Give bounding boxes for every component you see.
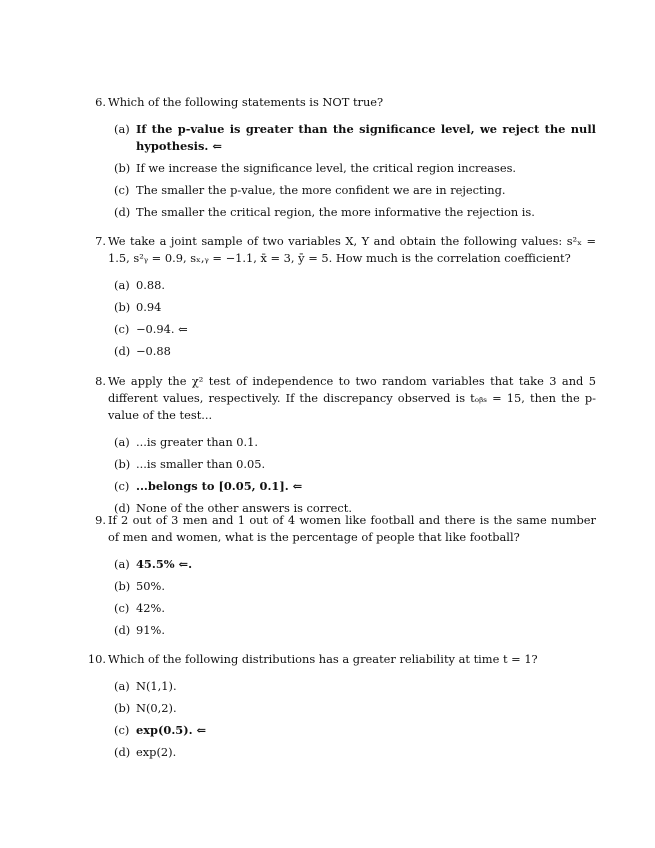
question-8 — [88, 373, 596, 517]
options-list — [88, 277, 596, 360]
option-a — [88, 434, 596, 451]
option-label: (c) — [114, 479, 130, 493]
question-6 — [88, 94, 596, 221]
option-text: If the p-value is greater than the significance level, we reject the null hypothesis. ⇐ — [136, 122, 596, 153]
option-label: (b) — [114, 457, 131, 471]
question-number: 9. — [95, 513, 106, 527]
option-label: (c) — [114, 723, 130, 737]
option-text: N(0,2). — [136, 701, 177, 715]
question-number: 6. — [95, 95, 106, 109]
option-b — [88, 160, 596, 177]
question-10 — [88, 651, 596, 761]
option-label: (d) — [114, 623, 131, 637]
option-a — [88, 678, 596, 695]
option-label: (b) — [114, 579, 131, 593]
question-text: Which of the following distributions has a greater reliability at time t = 1? — [108, 652, 538, 666]
option-text: −0.88 — [136, 344, 171, 358]
option-text: ...belongs to [0.05, 0.1]. ⇐ — [136, 479, 303, 493]
options-list — [88, 121, 596, 221]
question-head — [88, 373, 596, 424]
option-b — [88, 700, 596, 717]
question-head — [88, 233, 596, 267]
options-list — [88, 678, 596, 761]
option-b — [88, 456, 596, 473]
option-label: (c) — [114, 601, 130, 615]
option-text: If we increase the significance level, the critical region increases. — [136, 161, 517, 175]
option-label: (d) — [114, 745, 131, 759]
option-label: (a) — [114, 679, 130, 693]
option-text: exp(2). — [136, 745, 177, 759]
question-text: If 2 out of 3 men and 1 out of 4 women like football and there is the same number of men and women, what is the percentage of people that like football? — [108, 513, 596, 544]
option-c — [88, 478, 596, 495]
question-text: Which of the following statements is NOT true? — [108, 95, 384, 109]
option-text: ...is greater than 0.1. — [136, 435, 259, 449]
option-text: 42%. — [136, 601, 165, 615]
option-label: (a) — [114, 122, 130, 136]
option-a — [88, 556, 596, 573]
option-text: exp(0.5). ⇐ — [136, 723, 207, 737]
option-label: (b) — [114, 161, 131, 175]
question-number: 7. — [95, 234, 106, 248]
option-label: (d) — [114, 501, 131, 515]
options-list — [88, 556, 596, 639]
question-text: We take a joint sample of two variables X, Y and obtain the following values: s²ₓ = 1.5, s²ᵧ = 0.9, sₓ,ᵧ = −1.1, x̄ = 3, ȳ = 5. How much is the correlation coefficient? — [108, 234, 596, 265]
option-text: 50%. — [136, 579, 165, 593]
option-b — [88, 578, 596, 595]
option-label: (b) — [114, 701, 131, 715]
option-text: ...is smaller than 0.05. — [136, 457, 266, 471]
question-text: We apply the χ² test of independence to two random variables that take 3 and 5 different values, respectively. If the discrepancy observed is tₒᵦₛ = 15, then the p-value of the test... — [108, 374, 596, 422]
option-label: (d) — [114, 205, 131, 219]
option-a — [88, 121, 596, 155]
option-c — [88, 600, 596, 617]
option-label: (a) — [114, 278, 130, 292]
option-text: 91%. — [136, 623, 165, 637]
option-c — [88, 321, 596, 338]
option-text: The smaller the p-value, the more confident we are in rejecting. — [136, 183, 506, 197]
option-label: (c) — [114, 183, 130, 197]
option-d — [88, 744, 596, 761]
question-number: 10. — [87, 652, 106, 666]
option-text: 45.5% ⇐. — [136, 557, 193, 571]
question-head — [88, 512, 596, 546]
option-text: 0.94 — [136, 300, 162, 314]
option-text: N(1,1). — [136, 679, 177, 693]
option-label: (b) — [114, 300, 131, 314]
question-9 — [88, 512, 596, 639]
option-b — [88, 299, 596, 316]
question-7 — [88, 233, 596, 360]
question-head — [88, 651, 596, 668]
option-label: (d) — [114, 344, 131, 358]
option-label: (a) — [114, 557, 130, 571]
options-list — [88, 434, 596, 517]
question-number: 8. — [95, 374, 106, 388]
option-text: −0.94. ⇐ — [136, 322, 188, 336]
question-head — [88, 94, 596, 111]
option-c — [88, 722, 596, 739]
option-d — [88, 622, 596, 639]
option-d — [88, 343, 596, 360]
option-a — [88, 277, 596, 294]
option-text: 0.88. — [136, 278, 165, 292]
option-label: (a) — [114, 435, 130, 449]
option-text: The smaller the critical region, the more informative the rejection is. — [136, 205, 535, 219]
option-text: None of the other answers is correct. — [136, 501, 352, 515]
option-d — [88, 204, 596, 221]
option-label: (c) — [114, 322, 130, 336]
option-c — [88, 182, 596, 199]
